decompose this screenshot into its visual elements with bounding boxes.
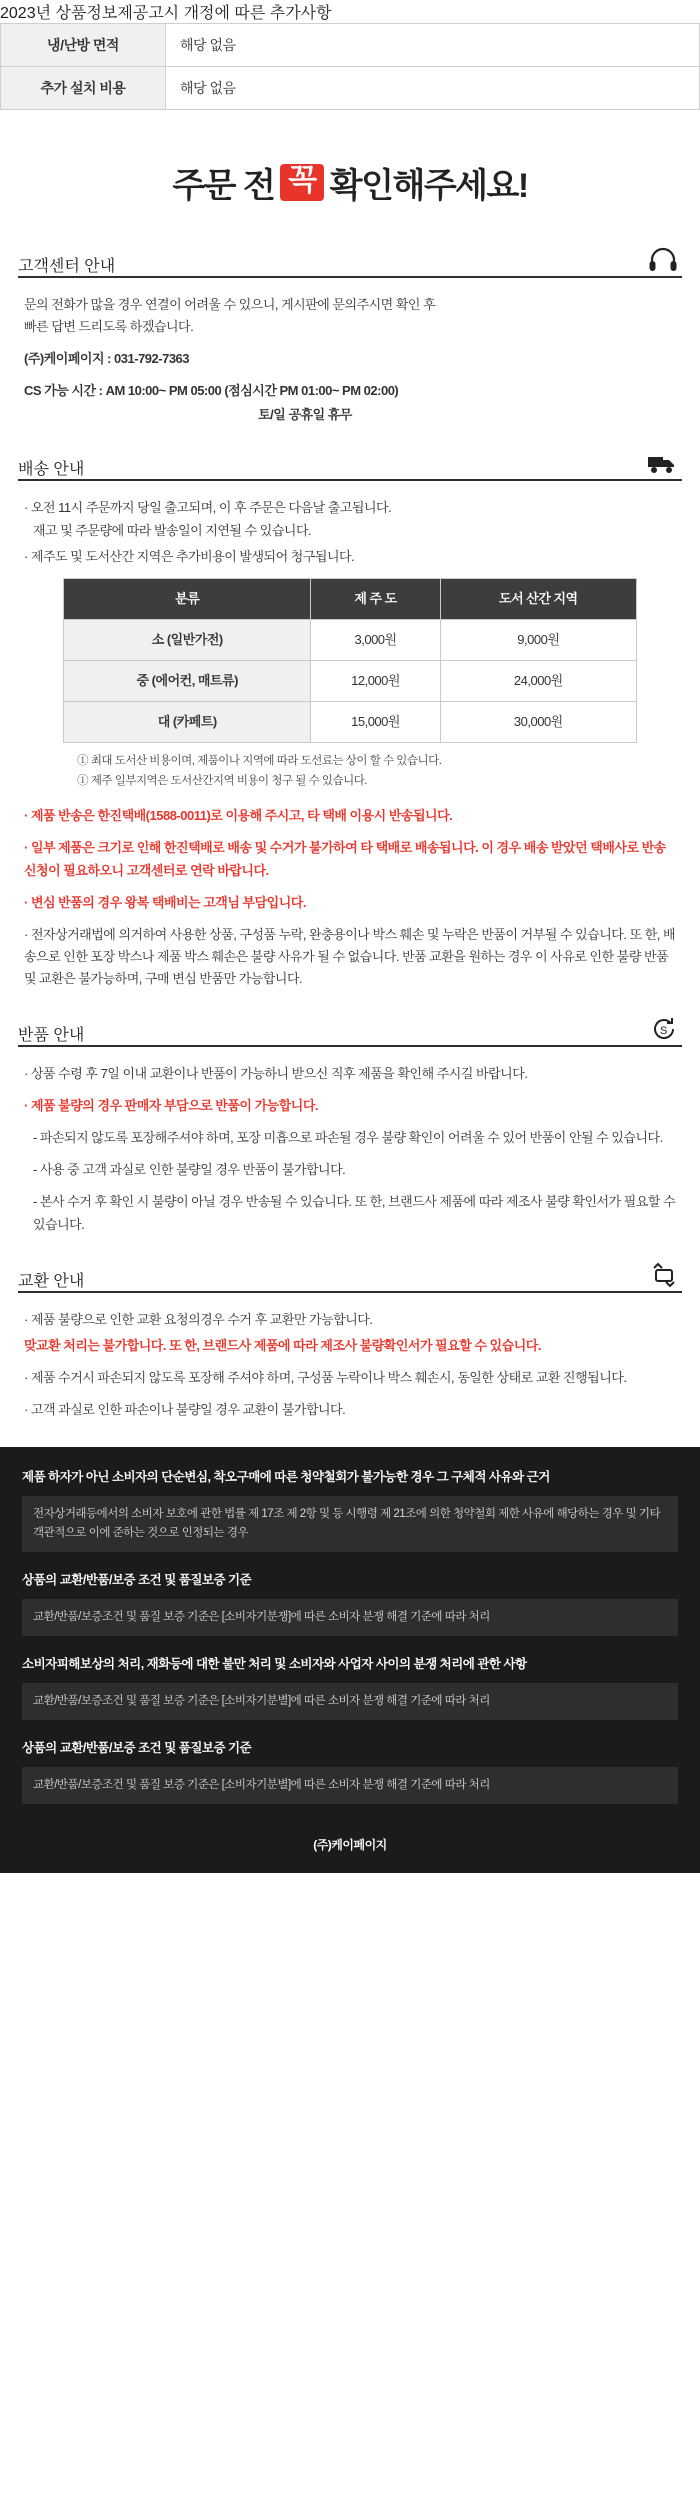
fee-cell-0-1: 3,000원 [311, 619, 440, 660]
section-title: 고객센터 안내 [18, 258, 116, 275]
cs-phone: (주)케이페이지 : 031-792-7363 [24, 351, 190, 367]
cs-line-2: 빠른 답변 드리도록 하겠습니다. [24, 319, 194, 335]
top-title-bar: 2023년 상품정보제공고시 개정에 따른 추가사항 [0, 5, 332, 22]
fee-cell-1-2: 24,000원 [440, 660, 636, 701]
headline-before: 주문 전 [172, 167, 275, 205]
spec-table [0, 23, 700, 110]
legal-notice [0, 1447, 700, 1873]
section-exchange [18, 1262, 682, 1421]
fee-note-2: ① 제주 일부지역은 도서산간지역 비용이 청구 될 수 있습니다. [77, 775, 367, 788]
refund-line-5: - 본사 수거 후 확인 시 불량이 아닐 경우 반송될 수 있습니다. 또 한, 브랜드사 제품에 따라 제조사 불량 확인서가 필요할 수 있습니다. [33, 1194, 676, 1232]
delivery-fee-table [63, 578, 637, 743]
section-header [18, 452, 682, 481]
refund-line-2: · 제품 불량의 경우 판매자 부담으로 반품이 가능합니다. [24, 1098, 318, 1114]
section-header [18, 1016, 682, 1047]
legal-heading-2: 상품의 교환/반품/보증 조건 및 품질보증 기준 [22, 1572, 252, 1587]
table-row [1, 67, 700, 110]
exchange-icon [650, 1262, 682, 1291]
page-title [0, 110, 700, 247]
legal-heading-3: 소비자피해보상의 처리, 재화등에 대한 불만 처리 및 소비자와 사업자 사이의 분쟁 처리에 관한 사항 [22, 1656, 527, 1671]
fee-header-1: 제 주 도 [311, 578, 440, 619]
section-header [18, 1262, 682, 1293]
cs-hours: CS 가능 시간 : AM 10:00~ PM 05:00 (점심시간 PM 01:00~ PM 02:00) [24, 383, 399, 399]
exchange-line-3: · 제품 수거시 파손되지 않도록 포장해 주셔야 하며, 구성품 누락이나 박스 훼손시, 동일한 상태로 교환 진행됩니다. [24, 1369, 627, 1385]
table-row [1, 24, 700, 67]
table-row [64, 702, 637, 743]
spec-value: 해당 없음 [166, 24, 700, 67]
delivery-note-3: · 변심 반품의 경우 왕복 택배비는 고객님 부담입니다. [24, 894, 306, 910]
fee-cell-1-1: 12,000원 [311, 660, 440, 701]
legal-body-1: 전자상거래등에서의 소비자 보호에 관한 법률 제 17조 제 2항 및 등 시행령 제 21조에 의한 청약철회 제한 사유에 해당하는 경우 및 기타 객관적으로 이에 준하는 것으로 인정되는 경우 [22, 1496, 678, 1552]
legal-heading-4: 상품의 교환/반품/보증 조건 및 품질보증 기준 [22, 1740, 252, 1755]
refund-icon [650, 1016, 682, 1045]
section-delivery [18, 452, 682, 990]
refund-line-4: - 사용 중 고객 과실로 인한 불량일 경우 반품이 불가합니다. [33, 1162, 346, 1178]
section-title: 교환 안내 [18, 1272, 85, 1290]
table-row [64, 660, 637, 701]
headset-icon [648, 247, 682, 276]
headline-after: 확인해주세요! [329, 167, 528, 205]
section-customer-center [18, 247, 682, 426]
refund-line-3: - 파손되지 않도록 포장해주셔야 하며, 포장 미흡으로 파손될 경우 불량 확인이 어려울 수 있어 반품이 안될 수 있습니다. [33, 1130, 663, 1146]
table-row [64, 619, 637, 660]
fee-cell-2-2: 30,000원 [440, 702, 636, 743]
refund-line-1: · 상품 수령 후 7일 이내 교환이나 반품이 가능하니 받으신 직후 제품을 확인해 주시길 바랍니다. [24, 1066, 528, 1082]
cs-holiday: 토/일 공휴일 휴무 [258, 407, 352, 423]
exchange-line-1: · 제품 불량으로 인한 교환 요청의경우 수거 후 교환만 가능합니다. [24, 1311, 373, 1327]
fee-notes [63, 751, 637, 791]
legal-body-4: 교환/반품/보증조건 및 품질 보증 기준은 [소비자기분별]에 따른 소비자 분쟁 해결 기준에 따라 처리 [22, 1767, 678, 1804]
fee-cell-0-2: 9,000원 [440, 619, 636, 660]
section-title: 반품 안내 [18, 1027, 85, 1045]
section-header [18, 247, 682, 278]
svg-text:S: S [660, 1025, 668, 1038]
section-title: 배송 안내 [18, 461, 85, 479]
delivery-intro-2: 재고 및 주문량에 따라 발송일이 지연될 수 있습니다. [33, 522, 312, 538]
exchange-line-4: · 고객 과실로 인한 파손이나 불량일 경우 교환이 불가합니다. [24, 1401, 346, 1417]
delivery-note-2: · 일부 제품은 크기로 인해 한진택배로 배송 및 수거가 불가하여 타 택배로 배송됩니다. 이 경우 배송 받았던 택배사로 반송 신청이 필요하오니 고객센터로 연락 바랍니다. [24, 840, 666, 878]
spec-key: 냉/난방 면적 [1, 24, 166, 67]
legal-body-3: 교환/반품/보증조건 및 품질 보증 기준은 [소비자기분별]에 따른 소비자 분쟁 해결 기준에 따라 처리 [22, 1683, 678, 1720]
fee-header-0: 분류 [64, 578, 311, 619]
headline-badge: 꼭 [280, 164, 323, 201]
delivery-intro-3: · 제주도 및 도서산간 지역은 추가비용이 발생되어 청구됩니다. [24, 548, 355, 564]
truck-icon [646, 452, 682, 479]
fee-note-1: ① 최대 도서산 비용이며, 제품이나 지역에 따라 도선료는 상이 할 수 있습니다. [77, 755, 442, 768]
fee-cell-0-0: 소 (일반가전) [64, 619, 311, 660]
spec-key: 추가 설치 비용 [1, 67, 166, 110]
table-header-row [64, 578, 637, 619]
fee-cell-2-1: 15,000원 [311, 702, 440, 743]
fee-cell-2-0: 대 (카페트) [64, 702, 311, 743]
exchange-line-2: 맞교환 처리는 불가합니다. 또 한, 브랜드사 제품에 따라 제조사 불량확인서가 필요할 수 있습니다. [24, 1337, 541, 1353]
company-name: (주)케이페이지 [313, 1837, 387, 1852]
cs-line-1: 문의 전화가 많을 경우 연결이 어려울 수 있으니, 게시판에 문의주시면 확인 후 [24, 297, 436, 312]
section-refund [18, 1016, 682, 1236]
delivery-intro-1: · 오전 11시 주문까지 당일 출고되며, 이 후 주문은 다음날 출고됩니다. [24, 500, 392, 516]
delivery-note-1: · 제품 반송은 한진택배(1588-0011)로 이용해 주시고, 타 택배 이용시 반송됩니다. [24, 808, 453, 824]
legal-body-2: 교환/반품/보증조건 및 품질 보증 기준은 [소비자기분쟁]에 따른 소비자 분쟁 해결 기준에 따라 처리 [22, 1599, 678, 1636]
spec-value: 해당 없음 [166, 67, 700, 110]
delivery-note-4: · 전자상거래법에 의거하여 사용한 상품, 구성품 누락, 완충용이나 박스 훼손 및 누락은 반품이 거부될 수 있습니다. 또 한, 배송으로 인한 포장 박스나 제품 박스 훼손은 불량 사유가 될 수 없습니다. 반품 교환을 원하는 경우 이 사유로 인한 불량 반품 및 교환은 불가능하며, 구매 변심 반품만 가능합니다. [24, 926, 676, 986]
fee-header-2: 도서 산간 지역 [440, 578, 636, 619]
fee-cell-1-0: 중 (에어컨, 매트류) [64, 660, 311, 701]
legal-heading-1: 제품 하자가 아닌 소비자의 단순변심, 착오구매에 따른 청약철회가 불가능한 경우 그 구체적 사유와 근거 [22, 1469, 550, 1484]
